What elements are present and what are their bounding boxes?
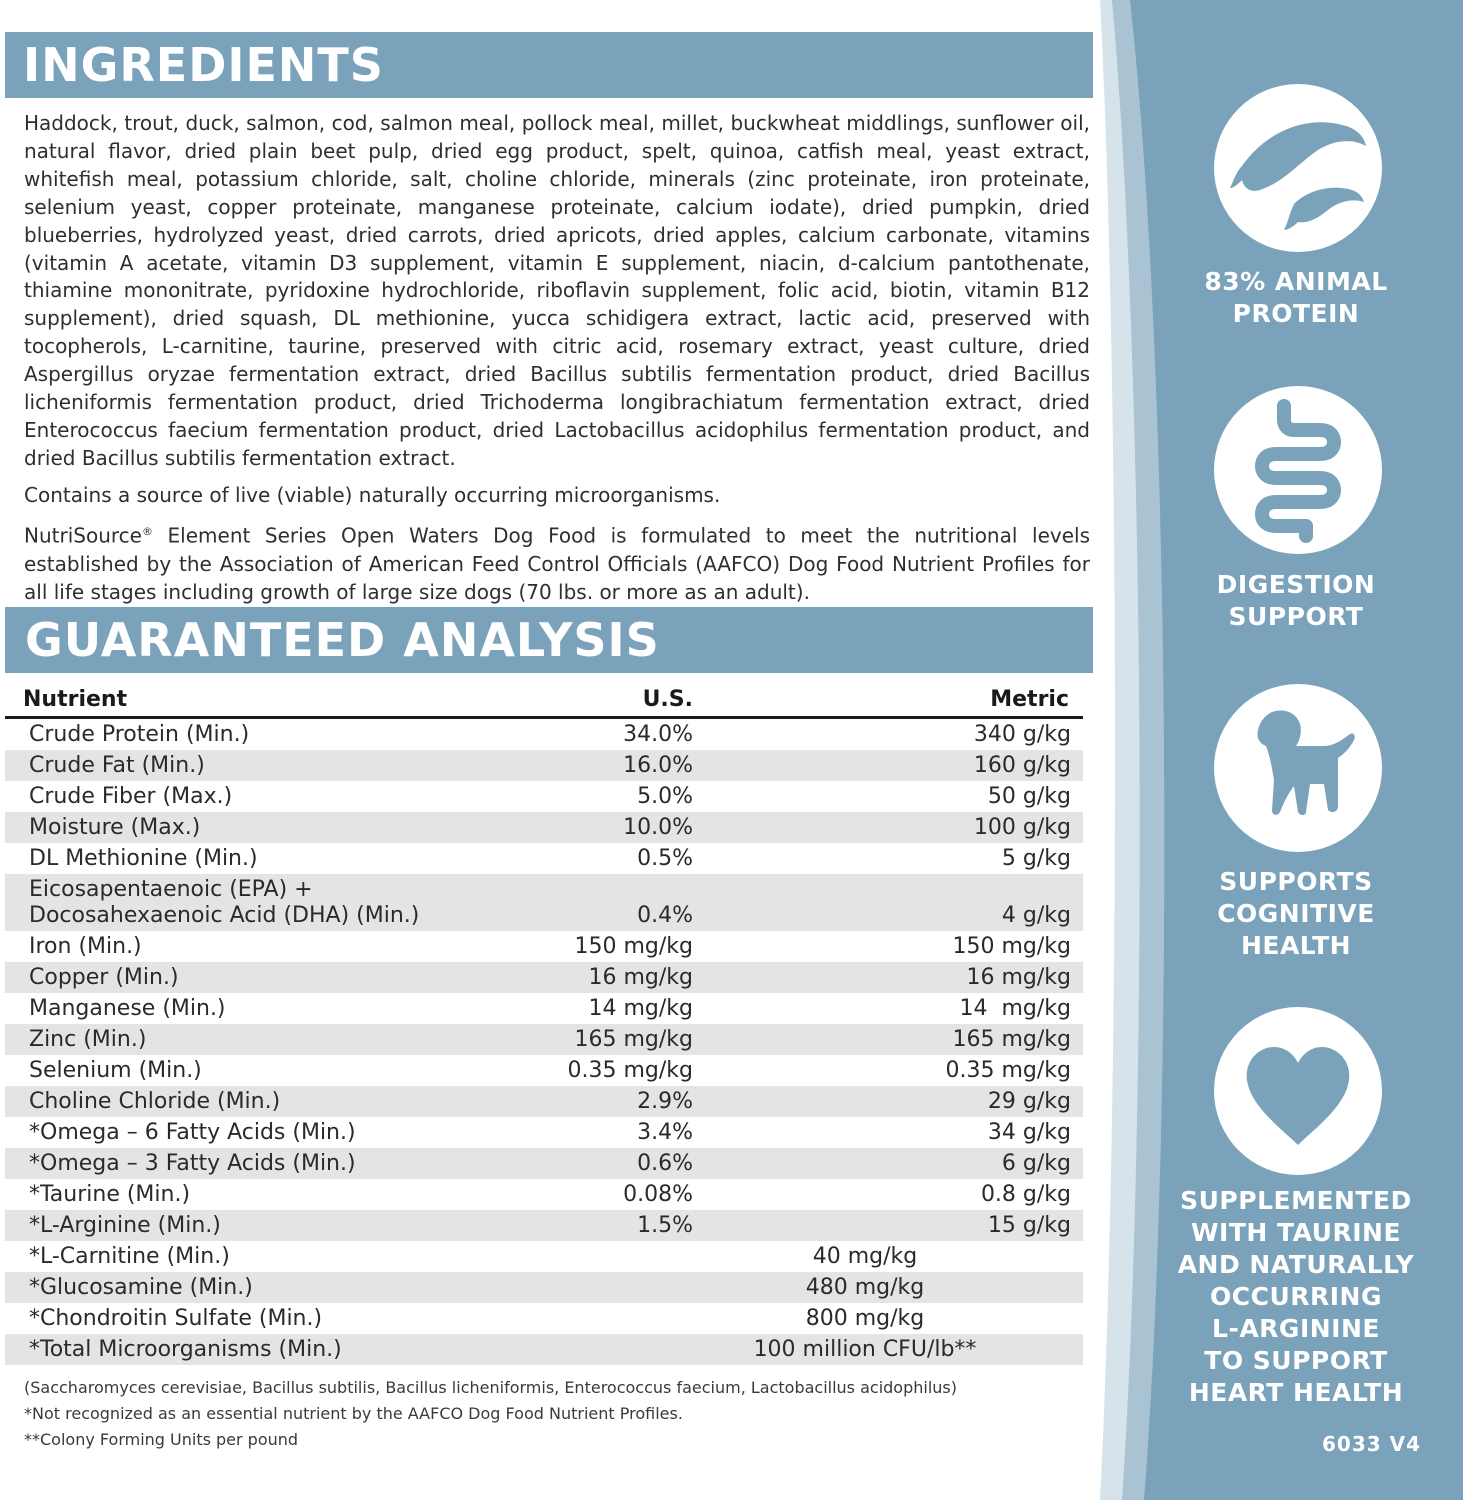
table-row bbox=[5, 1024, 1083, 1055]
us-value: 34.0% bbox=[623, 722, 693, 747]
claim-line: PROTEIN bbox=[1232, 299, 1360, 328]
us-value: 3.4% bbox=[637, 1120, 693, 1145]
live-microorganisms-note: Contains a source of live (viable) naturally occurring microorganisms. bbox=[24, 483, 721, 507]
table-row bbox=[5, 962, 1083, 993]
fish-icon bbox=[1214, 84, 1382, 252]
claim-line: COGNITIVE bbox=[1217, 899, 1375, 928]
table-row bbox=[5, 1148, 1083, 1179]
claim-cognitive bbox=[1160, 866, 1432, 962]
claim-line: OCCURRING bbox=[1210, 1282, 1382, 1311]
table-row bbox=[5, 1179, 1083, 1210]
fish-badge bbox=[1214, 84, 1382, 252]
footnote-organisms: (Saccharomyces cerevisiae, Bacillus subtilis, Bacillus licheniformis, Enterococcus faecium, Lactobacillus acidophilus) bbox=[24, 1378, 957, 1397]
table-row bbox=[5, 993, 1083, 1024]
table-row bbox=[5, 1117, 1083, 1148]
table-row bbox=[5, 843, 1083, 874]
heart-badge bbox=[1214, 1007, 1382, 1175]
analysis-heading: GUARANTEED ANALYSIS bbox=[5, 607, 1093, 673]
puppy-badge bbox=[1214, 684, 1382, 852]
nutrient-name: Crude Fat (Min.) bbox=[29, 753, 205, 778]
nutrient-name: Choline Chloride (Min.) bbox=[29, 1089, 281, 1114]
nutrient-name: Selenium (Min.) bbox=[29, 1058, 202, 1083]
table-row bbox=[5, 1086, 1083, 1117]
nutrient-value: 40 mg/kg bbox=[812, 1244, 918, 1269]
nutrient-name: *L-Carnitine (Min.) bbox=[29, 1244, 230, 1269]
table-row bbox=[5, 781, 1083, 812]
us-value: 0.08% bbox=[623, 1182, 693, 1207]
us-value: 1.5% bbox=[637, 1213, 693, 1238]
nutrient-name: *L-Arginine (Min.) bbox=[29, 1213, 221, 1238]
metric-value: 16 mg/kg bbox=[966, 965, 1071, 990]
table-row bbox=[5, 1334, 1083, 1365]
analysis-table-header bbox=[5, 684, 1083, 719]
claim-heart-health bbox=[1160, 1185, 1432, 1409]
table-row bbox=[5, 812, 1083, 843]
table-row bbox=[5, 1272, 1083, 1303]
claim-line: SUPPORT bbox=[1228, 602, 1364, 631]
nutrient-name: Zinc (Min.) bbox=[29, 1027, 147, 1052]
intestine-icon bbox=[1214, 386, 1382, 554]
nutrient-name: Iron (Min.) bbox=[29, 934, 142, 959]
claim-line: 83% ANIMAL bbox=[1204, 267, 1388, 296]
footnote-not-essential: *Not recognized as an essential nutrient by the AAFCO Dog Food Nutrient Profiles. bbox=[24, 1404, 683, 1423]
metric-value: 165 mg/kg bbox=[952, 1027, 1071, 1052]
metric-value: 15 g/kg bbox=[987, 1213, 1071, 1238]
nutrient-value: 100 million CFU/lb** bbox=[753, 1337, 977, 1362]
metric-value: 150 mg/kg bbox=[952, 934, 1071, 959]
table-row bbox=[5, 931, 1083, 962]
intestine-badge bbox=[1214, 386, 1382, 554]
claim-line: HEALTH bbox=[1240, 931, 1352, 960]
claim-digestion bbox=[1160, 569, 1432, 633]
metric-value: 50 g/kg bbox=[987, 784, 1071, 809]
metric-value: 0.8 g/kg bbox=[980, 1182, 1071, 1207]
ingredients-heading: INGREDIENTS bbox=[5, 32, 1093, 98]
us-value: 0.6% bbox=[637, 1151, 693, 1176]
claim-line: WITH TAURINE bbox=[1190, 1218, 1402, 1247]
nutrient-name: Crude Protein (Min.) bbox=[29, 722, 250, 747]
ingredients-text: Haddock, trout, duck, salmon, cod, salmon meal, pollock meal, millet, buckwheat middlings, sunflower oil, natural flavor, dried plain beet pulp, dried egg product, spelt, quinoa, catfish meal, yeast extract, whitefish meal, potassium chloride, salt, choline chloride, minerals (zinc proteinate, iron proteinate, selenium yeast, copper proteinate, manganese proteinate, calcium iodate), dried pumpkin, dried blueberries, hydrolyzed yeast, dried carrots, dried apricots, dried apples, calcium carbonate, vitamins (vitamin A acetate, vitamin D3 supplement, vitamin E supplement, niacin, d-calcium pantothenate, thiamine mononitrate, pyridoxine hydrochloride, riboflavin supplement, folic acid, biotin, vitamin B12 supplement), dried squash, DL methionine, yucca schidigera extract, lactic acid, preserved with tocopherols, L-carnitine, taurine, preserved with citric acid, rosemary extract, yeast culture, dried Aspergillus oryzae fermentation extract, dried Bacillus subtilis fermentation product, dried Bacillus licheniformis fermentation product, dried Trichoderma longibrachiatum fermentation extract, dried Enterococcus faecium fermentation product, dried Lactobacillus acidophilus fermentation product, and dried Bacillus subtilis fermentation extract. bbox=[24, 111, 1090, 470]
nutrient-name: Copper (Min.) bbox=[29, 965, 179, 990]
puppy-icon bbox=[1214, 684, 1382, 852]
us-value: 5.0% bbox=[637, 784, 693, 809]
metric-value: 160 g/kg bbox=[973, 753, 1071, 778]
us-value: 16 mg/kg bbox=[588, 965, 693, 990]
nutrient-name: DL Methionine (Min.) bbox=[29, 846, 258, 871]
table-row bbox=[5, 1055, 1083, 1086]
heart-icon bbox=[1214, 1007, 1382, 1175]
nutrient-name: Crude Fiber (Max.) bbox=[29, 784, 233, 809]
nutrient-name: *Glucosamine (Min.) bbox=[29, 1275, 253, 1300]
metric-value: 340 g/kg bbox=[973, 722, 1071, 747]
claim-line: SUPPORTS bbox=[1219, 867, 1373, 896]
metric-value: 4 g/kg bbox=[1001, 903, 1071, 928]
us-value: 150 mg/kg bbox=[574, 934, 693, 959]
claim-line: SUPPLEMENTED bbox=[1180, 1186, 1412, 1215]
metric-value: 14 mg/kg bbox=[959, 996, 1071, 1021]
nutrient-name: Moisture (Max.) bbox=[29, 815, 201, 840]
us-value: 0.5% bbox=[637, 846, 693, 871]
nutrient-name: *Chondroitin Sulfate (Min.) bbox=[29, 1306, 323, 1331]
us-value: 165 mg/kg bbox=[574, 1027, 693, 1052]
table-row bbox=[5, 1241, 1083, 1272]
nutrient-value: 480 mg/kg bbox=[805, 1275, 925, 1300]
us-value: 2.9% bbox=[637, 1089, 693, 1114]
metric-value: 29 g/kg bbox=[987, 1089, 1071, 1114]
column-header-us: U.S. bbox=[642, 687, 693, 712]
nutrient-name: Eicosapentaenoic (EPA) + Docosahexaenoic Acid (DHA) (Min.) bbox=[29, 877, 420, 928]
metric-value: 5 g/kg bbox=[1001, 846, 1071, 871]
metric-value: 34 g/kg bbox=[987, 1120, 1071, 1145]
claim-line: TO SUPPORT bbox=[1204, 1346, 1388, 1375]
aafco-statement: NutriSource® Element Series Open Waters Dog Food is formulated to meet the nutritional levels established by the Association of American Feed Control Officials (AAFCO) Dog Food Nutrient Profiles for all life stages including growth of large size dogs (70 lbs. or more as an adult). bbox=[24, 523, 1090, 604]
product-code: 6033 V4 bbox=[1322, 1432, 1422, 1456]
us-value: 10.0% bbox=[623, 815, 693, 840]
claim-line: DIGESTION bbox=[1216, 570, 1376, 599]
registered-mark: ® bbox=[141, 525, 153, 538]
us-value: 0.35 mg/kg bbox=[567, 1058, 693, 1083]
nutrient-value: 800 mg/kg bbox=[805, 1306, 925, 1331]
footnote-cfu: **Colony Forming Units per pound bbox=[24, 1430, 299, 1449]
claim-line: HEART HEALTH bbox=[1188, 1378, 1404, 1407]
column-header-nutrient: Nutrient bbox=[23, 687, 128, 712]
metric-value: 100 g/kg bbox=[973, 815, 1071, 840]
table-row bbox=[5, 1210, 1083, 1241]
analysis-table-body bbox=[5, 719, 1083, 1365]
claim-line: AND NATURALLY bbox=[1177, 1250, 1415, 1279]
table-row bbox=[5, 1303, 1083, 1334]
table-row bbox=[5, 874, 1083, 931]
nutrient-name: *Omega – 6 Fatty Acids (Min.) bbox=[29, 1120, 356, 1145]
us-value: 0.4% bbox=[637, 903, 693, 928]
nutrient-name: *Taurine (Min.) bbox=[29, 1182, 191, 1207]
nutrient-name: Manganese (Min.) bbox=[29, 996, 226, 1021]
claim-animal-protein bbox=[1160, 266, 1432, 330]
column-header-metric: Metric bbox=[990, 687, 1069, 712]
claim-line: L-ARGININE bbox=[1212, 1314, 1380, 1343]
nutrient-name: *Omega – 3 Fatty Acids (Min.) bbox=[29, 1151, 356, 1176]
metric-value: 6 g/kg bbox=[1001, 1151, 1071, 1176]
table-row bbox=[5, 750, 1083, 781]
table-row bbox=[5, 719, 1083, 750]
us-value: 14 mg/kg bbox=[588, 996, 693, 1021]
metric-value: 0.35 mg/kg bbox=[945, 1058, 1071, 1083]
nutrient-name: *Total Microorganisms (Min.) bbox=[29, 1337, 342, 1362]
us-value: 16.0% bbox=[623, 753, 693, 778]
